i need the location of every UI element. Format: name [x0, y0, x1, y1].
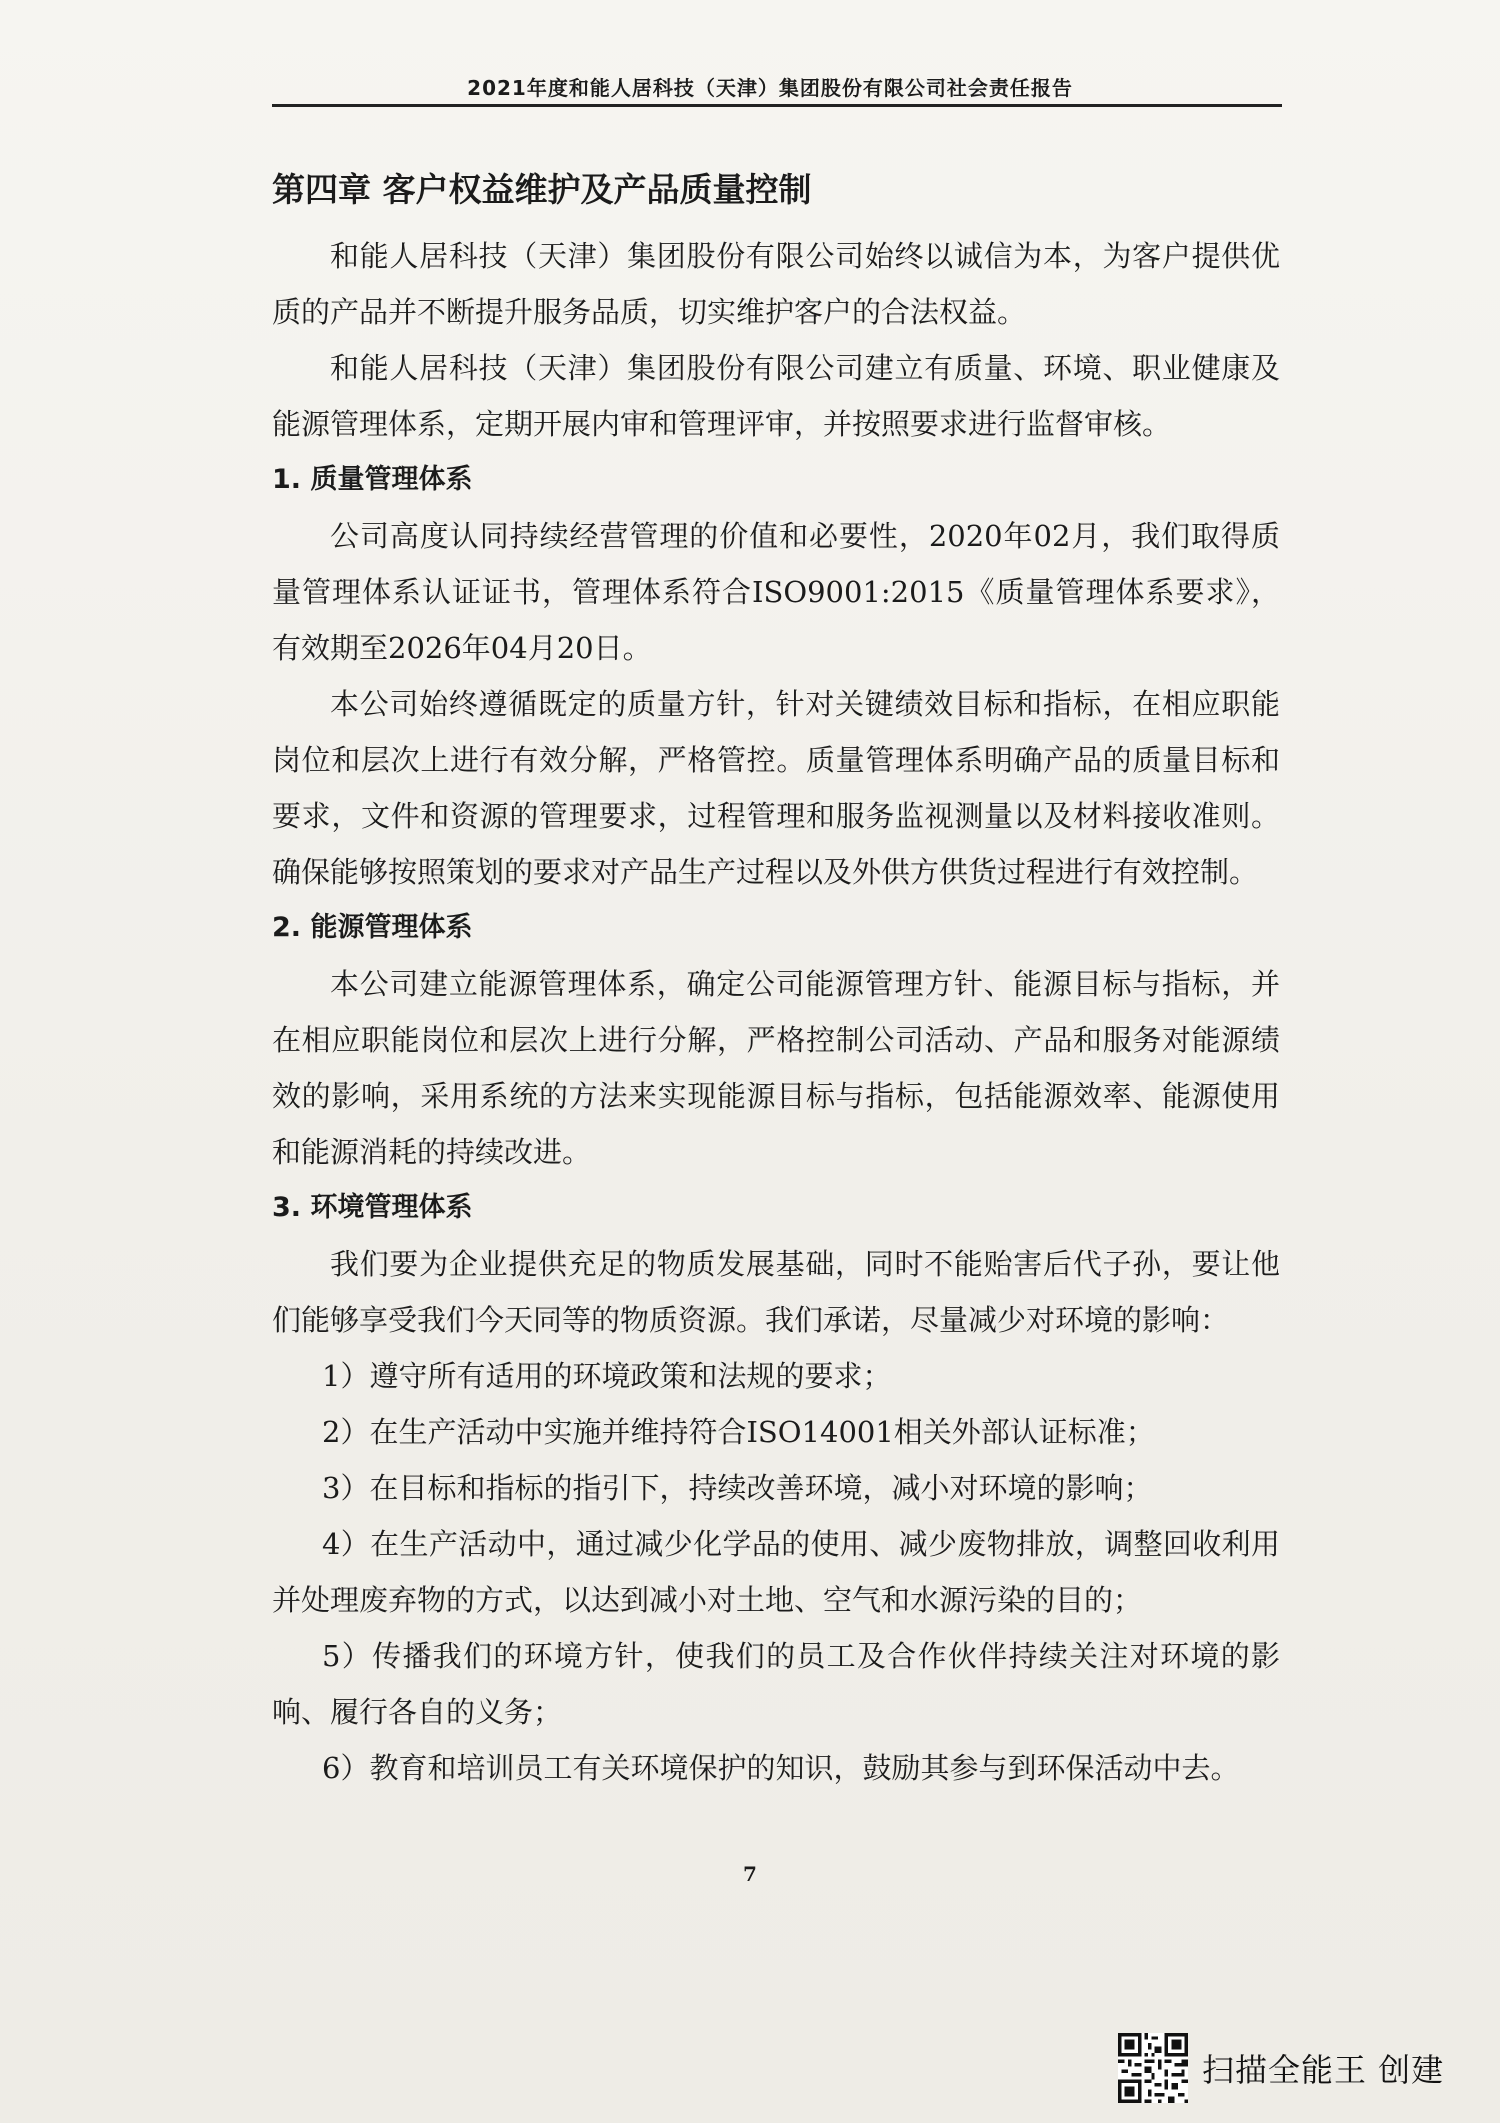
section-heading-quality: 1. 质量管理体系	[272, 464, 473, 495]
watermark-label: 扫描全能王 创建	[1202, 2051, 1445, 2089]
intro-paragraph: 和能人居科技（天津）集团股份有限公司建立有质量、环境、职业健康及能源管理体系，定期开展内审和管理评审，并按照要求进行监督审核。	[272, 351, 1280, 441]
environment-paragraph: 我们要为企业提供充足的物质发展基础，同时不能贻害后代子孙，要让他们能够享受我们今天同等的物质资源。我们承诺，尽量减少对环境的影响：	[272, 1247, 1280, 1337]
environment-list-item: 2）在生产活动中实施并维持符合ISO14001相关外部认证标准；	[322, 1415, 1155, 1449]
page-content	[272, 160, 1280, 1796]
scanner-watermark	[1118, 2028, 1444, 2108]
report-header-title: 2021年度和能人居科技（天津）集团股份有限公司社会责任报告	[467, 76, 1073, 100]
section-heading-environment: 3. 环境管理体系	[272, 1192, 473, 1223]
quality-paragraph: 公司高度认同持续经营管理的价值和必要性，2020年02月，我们取得质量管理体系认证证书，管理体系符合ISO9001:2015《质量管理体系要求》，有效期至2026年04月20日。	[272, 519, 1280, 665]
qr-code-icon	[1118, 2033, 1188, 2103]
header-divider	[272, 104, 1282, 107]
page-number: 7	[743, 1862, 757, 1886]
chapter-title: 第四章 客户权益维护及产品质量控制	[272, 170, 812, 209]
environment-list-item: 1）遵守所有适用的环境政策和法规的要求；	[322, 1359, 892, 1393]
environment-list-item: 4）在生产活动中，通过减少化学品的使用、减少废物排放，调整回收利用并处理废弃物的方式，以达到减小对土地、空气和水源污染的目的；	[272, 1527, 1280, 1617]
environment-list-item: 5）传播我们的环境方针，使我们的员工及合作伙伴持续关注对环境的影响、履行各自的义务；	[272, 1639, 1280, 1729]
section-heading-energy: 2. 能源管理体系	[272, 912, 473, 943]
environment-list-item: 6）教育和培训员工有关环境保护的知识，鼓励其参与到环保活动中去。	[322, 1751, 1240, 1785]
energy-paragraph: 本公司建立能源管理体系，确定公司能源管理方针、能源目标与指标，并在相应职能岗位和层次上进行分解，严格控制公司活动、产品和服务对能源绩效的影响，采用系统的方法来实现能源目标与指标，包括能源效率、能源使用和能源消耗的持续改进。	[272, 967, 1280, 1169]
quality-paragraph: 本公司始终遵循既定的质量方针，针对关键绩效目标和指标，在相应职能岗位和层次上进行有效分解，严格管控。质量管理体系明确产品的质量目标和要求，文件和资源的管理要求，过程管理和服务监视测量以及材料接收准则。确保能够按照策划的要求对产品生产过程以及外供方供货过程进行有效控制。	[272, 687, 1280, 889]
intro-paragraph: 和能人居科技（天津）集团股份有限公司始终以诚信为本，为客户提供优质的产品并不断提升服务品质，切实维护客户的合法权益。	[272, 239, 1280, 329]
environment-list-item: 3）在目标和指标的指引下，持续改善环境，减小对环境的影响；	[322, 1471, 1153, 1505]
